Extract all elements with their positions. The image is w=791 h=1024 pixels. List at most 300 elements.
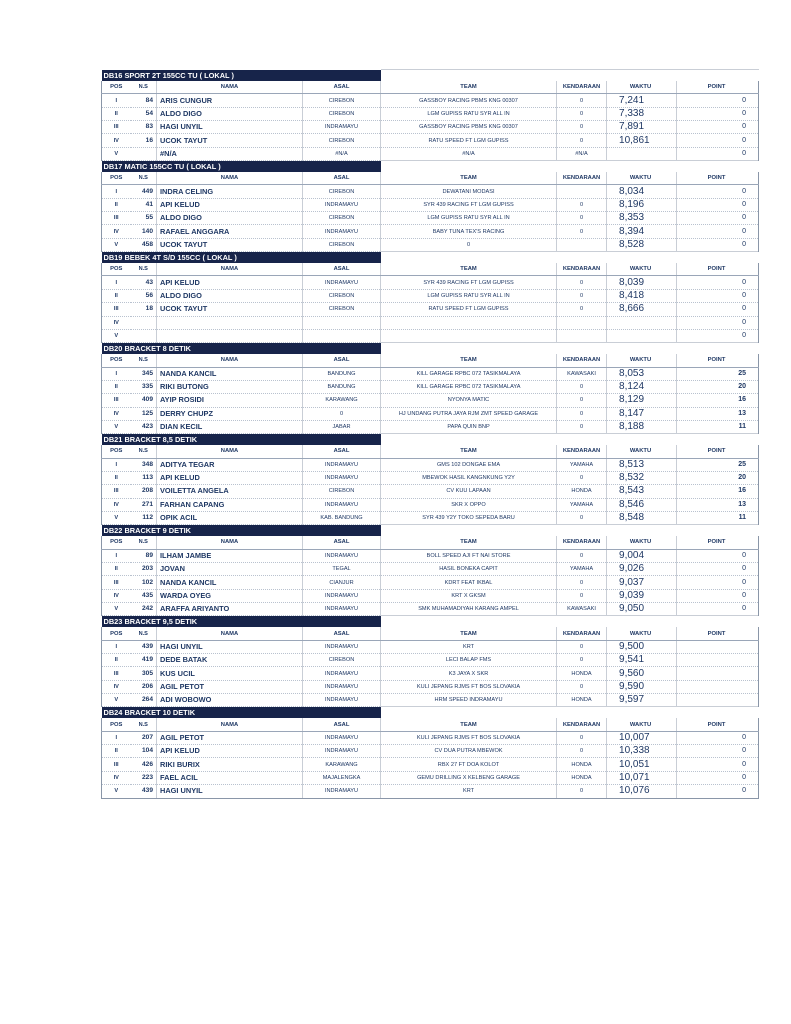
header-waktu: WAKTU [607,718,677,731]
cell-point: 0 [677,731,759,744]
header-nama: NAMA [157,354,303,367]
cell-point: 0 [677,589,759,602]
cell-pos: III [102,394,131,407]
header-asal: ASAL [303,172,381,185]
cell-nama: RIKI BUTONG [157,380,303,393]
header-point: POINT [677,536,759,549]
cell-kendaraan: 0 [557,471,607,484]
result-row [102,276,759,289]
cell-pos: V [102,785,131,798]
cell-nama: JOVAN [157,563,303,576]
cell-ns: 56 [131,289,157,302]
header-ns: N.S [131,81,157,94]
cell-pos: V [102,603,131,616]
cell-team: HRM SPEED INDRAMAYU [381,694,557,707]
cell-point: 0 [677,316,759,329]
cell-team: PAPA QUIN BNP [381,420,557,433]
cell-pos: I [102,94,131,107]
cell-team: BOLL SPEED AJI FT NAI STORE [381,549,557,562]
result-row [102,771,759,784]
cell-waktu [607,316,677,329]
result-row [102,185,759,198]
cell-waktu: 7,241 [607,94,677,107]
cell-pos: I [102,276,131,289]
cell-asal: INDRAMAYU [303,694,381,707]
cell-point: 0 [677,134,759,147]
cell-ns: 43 [131,276,157,289]
cell-team: LGM GUPISS RATU SYR ALL IN [381,107,557,120]
cell-ns: 125 [131,407,157,420]
section-title: DB24 BRACKET 10 DETIK [102,707,381,719]
header-nama: NAMA [157,718,303,731]
cell-nama: UCOK TAYUT [157,134,303,147]
cell-ns: 348 [131,458,157,471]
cell-asal: INDRAMAYU [303,121,381,134]
cell-nama [157,316,303,329]
cell-kendaraan: 0 [557,589,607,602]
cell-pos: V [102,238,131,251]
cell-team: NYONYA MATIC [381,394,557,407]
cell-waktu [607,329,677,342]
cell-waktu: 8,053 [607,367,677,380]
section-title: DB19 BEBEK 4T S/D 155CC ( LOKAL ) [102,252,381,264]
cell-kendaraan: 0 [557,394,607,407]
cell-point [677,640,759,653]
header-kendaraan: KENDARAAN [557,172,607,185]
result-row [102,198,759,211]
cell-point: 0 [677,147,759,160]
header-kendaraan: KENDARAAN [557,263,607,276]
cell-asal [303,316,381,329]
cell-point: 0 [677,198,759,211]
cell-asal: INDRAMAYU [303,603,381,616]
cell-ns [131,329,157,342]
cell-kendaraan [557,329,607,342]
cell-waktu: 8,039 [607,276,677,289]
cell-nama: AGIL PETOT [157,731,303,744]
cell-pos: IV [102,498,131,511]
cell-kendaraan: HONDA [557,771,607,784]
cell-pos: III [102,485,131,498]
cell-team: DEWATANI MODASI [381,185,557,198]
cell-waktu: 8,513 [607,458,677,471]
column-header-row [102,354,759,367]
cell-kendaraan: 0 [557,380,607,393]
header-pos: POS [102,627,131,640]
cell-pos: III [102,576,131,589]
header-waktu: WAKTU [607,536,677,549]
header-ns: N.S [131,354,157,367]
cell-team: GASSBOY RACING PBMS KNG 00307 [381,94,557,107]
cell-point: 0 [677,563,759,576]
cell-ns: 458 [131,238,157,251]
cell-ns: 18 [131,303,157,316]
header-team: TEAM [381,81,557,94]
cell-point: 25 [677,367,759,380]
header-waktu: WAKTU [607,263,677,276]
header-point: POINT [677,718,759,731]
header-nama: NAMA [157,263,303,276]
cell-point: 0 [677,185,759,198]
header-asal: ASAL [303,718,381,731]
header-nama: NAMA [157,172,303,185]
section-title: DB17 MATIC 155CC TU ( LOKAL ) [102,161,381,173]
cell-point: 0 [677,576,759,589]
header-waktu: WAKTU [607,172,677,185]
cell-kendaraan: 0 [557,654,607,667]
header-pos: POS [102,718,131,731]
cell-ns: 112 [131,511,157,524]
cell-point: 0 [677,107,759,120]
cell-team: K3 JAYA X SKR [381,667,557,680]
cell-nama: DIAN KECIL [157,420,303,433]
cell-ns: 113 [131,471,157,484]
header-point: POINT [677,263,759,276]
cell-team: LGM GUPISS RATU SYR ALL IN [381,289,557,302]
cell-asal: CIREBON [303,134,381,147]
cell-ns: 223 [131,771,157,784]
cell-waktu: 8,147 [607,407,677,420]
cell-waktu: 8,528 [607,238,677,251]
cell-team: 0 [381,238,557,251]
title-spacer [381,70,607,82]
cell-waktu: 9,004 [607,549,677,562]
cell-kendaraan: 0 [557,511,607,524]
cell-asal: CIREBON [303,212,381,225]
title-spacer [381,707,607,719]
cell-waktu: 9,050 [607,603,677,616]
header-asal: ASAL [303,263,381,276]
cell-team: BABY TUNA TEX'S RACING [381,225,557,238]
cell-ns: 449 [131,185,157,198]
section-title-row [102,252,759,264]
header-point: POINT [677,172,759,185]
cell-ns: 207 [131,731,157,744]
result-row [102,563,759,576]
cell-team: #N/A [381,147,557,160]
result-row [102,238,759,251]
cell-point: 16 [677,485,759,498]
cell-nama: ALDO DIGO [157,212,303,225]
cell-ns: 102 [131,576,157,589]
cell-asal: CIREBON [303,94,381,107]
cell-nama [157,329,303,342]
column-header-row [102,263,759,276]
title-spacer [381,616,607,628]
title-spacer [381,252,607,264]
cell-ns: 55 [131,212,157,225]
cell-point [677,694,759,707]
cell-nama: VOILETTA ANGELA [157,485,303,498]
cell-asal: CIREBON [303,485,381,498]
cell-ns: 140 [131,225,157,238]
cell-asal: INDRAMAYU [303,640,381,653]
section-title-row [102,70,759,82]
cell-team: GMS 102 DONGAE EMA [381,458,557,471]
section-title-row [102,707,759,719]
section-title-row [102,525,759,537]
cell-waktu: 10,007 [607,731,677,744]
header-waktu: WAKTU [607,354,677,367]
column-header-row [102,445,759,458]
cell-asal: JABAR [303,420,381,433]
result-row [102,107,759,120]
cell-nama: INDRA CELING [157,185,303,198]
cell-ns [131,147,157,160]
header-kendaraan: KENDARAAN [557,718,607,731]
column-header-row [102,536,759,549]
cell-point: 11 [677,511,759,524]
header-kendaraan: KENDARAAN [557,627,607,640]
header-asal: ASAL [303,536,381,549]
header-waktu: WAKTU [607,445,677,458]
section-title: DB16 SPORT 2T 155CC TU ( LOKAL ) [102,70,381,82]
cell-pos: II [102,380,131,393]
result-row [102,549,759,562]
cell-asal: MAJALENGKA [303,771,381,784]
cell-ns: 104 [131,745,157,758]
cell-asal [303,329,381,342]
cell-nama: HAGI UNYIL [157,640,303,653]
cell-point: 0 [677,238,759,251]
cell-team: LECI BALAP FMS [381,654,557,667]
cell-waktu: 10,051 [607,758,677,771]
cell-point: 20 [677,471,759,484]
cell-asal: KAB. BANDUNG [303,511,381,524]
cell-kendaraan [557,316,607,329]
cell-kendaraan: 0 [557,303,607,316]
result-row [102,471,759,484]
cell-nama: NANDA KANCIL [157,576,303,589]
cell-waktu: 8,548 [607,511,677,524]
result-row [102,94,759,107]
cell-kendaraan: 0 [557,121,607,134]
cell-point: 0 [677,121,759,134]
cell-pos: I [102,458,131,471]
cell-nama: WARDA OYEG [157,589,303,602]
cell-team: SYR 439 Y2Y TOKO SEPEDA BARU [381,511,557,524]
result-row [102,694,759,707]
cell-ns: 305 [131,667,157,680]
cell-team: SYR 439 RACING FT LGM GUPISS [381,276,557,289]
cell-waktu: 8,124 [607,380,677,393]
cell-waktu: 8,532 [607,471,677,484]
result-row [102,745,759,758]
header-team: TEAM [381,536,557,549]
cell-kendaraan: 0 [557,212,607,225]
result-row [102,680,759,693]
cell-ns: 435 [131,589,157,602]
cell-nama: ALDO DIGO [157,289,303,302]
cell-team: GEMU DRILLING X KELBENG GARAGE [381,771,557,784]
cell-nama: ARIS CUNGUR [157,94,303,107]
cell-team: KDRT FEAT IKBAL [381,576,557,589]
cell-asal: KARAWANG [303,394,381,407]
header-pos: POS [102,81,131,94]
cell-waktu: 9,026 [607,563,677,576]
result-row [102,420,759,433]
cell-team: KILL GARAGE RPBC 072 TASIKMALAYA [381,380,557,393]
header-waktu: WAKTU [607,627,677,640]
cell-ns: 54 [131,107,157,120]
cell-kendaraan: HONDA [557,758,607,771]
cell-pos: II [102,107,131,120]
cell-pos: I [102,367,131,380]
cell-pos: V [102,147,131,160]
cell-asal: INDRAMAYU [303,549,381,562]
cell-asal: CIREBON [303,289,381,302]
cell-point: 0 [677,329,759,342]
cell-ns: 439 [131,785,157,798]
result-row [102,731,759,744]
header-point: POINT [677,354,759,367]
cell-asal: INDRAMAYU [303,589,381,602]
cell-asal: CIREBON [303,303,381,316]
cell-ns: 439 [131,640,157,653]
cell-ns [131,316,157,329]
cell-waktu: 10,076 [607,785,677,798]
cell-ns: 208 [131,485,157,498]
cell-pos: V [102,420,131,433]
header-team: TEAM [381,627,557,640]
header-team: TEAM [381,263,557,276]
cell-nama: ILHAM JAMBE [157,549,303,562]
cell-kendaraan: KAWASAKI [557,603,607,616]
header-kendaraan: KENDARAAN [557,445,607,458]
cell-point: 0 [677,276,759,289]
cell-pos: V [102,329,131,342]
cell-asal: INDRAMAYU [303,731,381,744]
cell-nama: KUS UCIL [157,667,303,680]
cell-ns: 426 [131,758,157,771]
cell-asal: BANDUNG [303,367,381,380]
cell-asal: INDRAMAYU [303,198,381,211]
cell-kendaraan: HONDA [557,485,607,498]
title-spacer [381,161,607,173]
cell-pos: I [102,185,131,198]
header-nama: NAMA [157,445,303,458]
cell-pos: IV [102,316,131,329]
cell-point: 0 [677,549,759,562]
cell-nama: UCOK TAYUT [157,303,303,316]
cell-waktu: 9,541 [607,654,677,667]
header-team: TEAM [381,354,557,367]
cell-team: KULI JEPANG RJMS FT BOS SLOVAKIA [381,731,557,744]
cell-point: 13 [677,407,759,420]
cell-point: 0 [677,771,759,784]
cell-point: 0 [677,745,759,758]
cell-kendaraan: 0 [557,94,607,107]
cell-asal: BANDUNG [303,380,381,393]
cell-ns: 203 [131,563,157,576]
title-spacer [607,343,759,355]
cell-waktu: 8,666 [607,303,677,316]
cell-waktu: 9,037 [607,576,677,589]
cell-team: CV KUU LAPAAN [381,485,557,498]
section-title-row [102,616,759,628]
header-kendaraan: KENDARAAN [557,81,607,94]
cell-nama: AYIP ROSIDI [157,394,303,407]
cell-point: 0 [677,225,759,238]
cell-nama: ADI WOBOWO [157,694,303,707]
cell-team [381,329,557,342]
cell-kendaraan: 0 [557,276,607,289]
result-row [102,289,759,302]
cell-nama: ADITYA TEGAR [157,458,303,471]
header-asal: ASAL [303,81,381,94]
cell-kendaraan: 0 [557,731,607,744]
cell-team [381,316,557,329]
cell-point: 0 [677,785,759,798]
section-title: DB21 BRACKET 8,5 DETIK [102,434,381,446]
cell-asal: #N/A [303,147,381,160]
cell-ns: 16 [131,134,157,147]
header-ns: N.S [131,718,157,731]
cell-nama: ALDO DIGO [157,107,303,120]
cell-ns: 242 [131,603,157,616]
cell-team: RBX 27 FT DOA KOLOT [381,758,557,771]
cell-nama: API KELUD [157,745,303,758]
cell-pos: II [102,289,131,302]
result-row [102,147,759,160]
header-kendaraan: KENDARAAN [557,354,607,367]
cell-point [677,680,759,693]
cell-nama: HAGI UNYIL [157,785,303,798]
cell-kendaraan [557,185,607,198]
cell-pos: II [102,563,131,576]
result-row [102,589,759,602]
header-ns: N.S [131,445,157,458]
result-row [102,640,759,653]
cell-nama: FAEL ACIL [157,771,303,784]
header-ns: N.S [131,627,157,640]
cell-ns: 335 [131,380,157,393]
cell-team: KULI JEPANG RJMS FT BOS SLOVAKIA [381,680,557,693]
result-row [102,394,759,407]
result-row [102,212,759,225]
header-team: TEAM [381,445,557,458]
cell-kendaraan: YAMAHA [557,458,607,471]
cell-waktu: 8,546 [607,498,677,511]
cell-asal: INDRAMAYU [303,745,381,758]
cell-kendaraan: 0 [557,745,607,758]
title-spacer [607,525,759,537]
header-ns: N.S [131,172,157,185]
result-row [102,498,759,511]
cell-ns: 271 [131,498,157,511]
cell-point: 0 [677,289,759,302]
title-spacer [607,434,759,446]
cell-waktu: 9,590 [607,680,677,693]
cell-waktu: 10,071 [607,771,677,784]
cell-pos: II [102,198,131,211]
cell-ns: 345 [131,367,157,380]
cell-team: HASIL BONEKA CAPIT [381,563,557,576]
cell-pos: I [102,640,131,653]
header-nama: NAMA [157,81,303,94]
cell-asal: INDRAMAYU [303,667,381,680]
cell-nama: API KELUD [157,471,303,484]
cell-team: GASSBOY RACING PBMS KNG 00307 [381,121,557,134]
section-title: DB22 BRACKET 9 DETIK [102,525,381,537]
title-spacer [607,707,759,719]
cell-pos: I [102,731,131,744]
cell-nama: UCOK TAYUT [157,238,303,251]
cell-waktu: 8,543 [607,485,677,498]
cell-kendaraan: 0 [557,198,607,211]
cell-team: LGM GUPISS RATU SYR ALL IN [381,212,557,225]
cell-ns: 419 [131,654,157,667]
